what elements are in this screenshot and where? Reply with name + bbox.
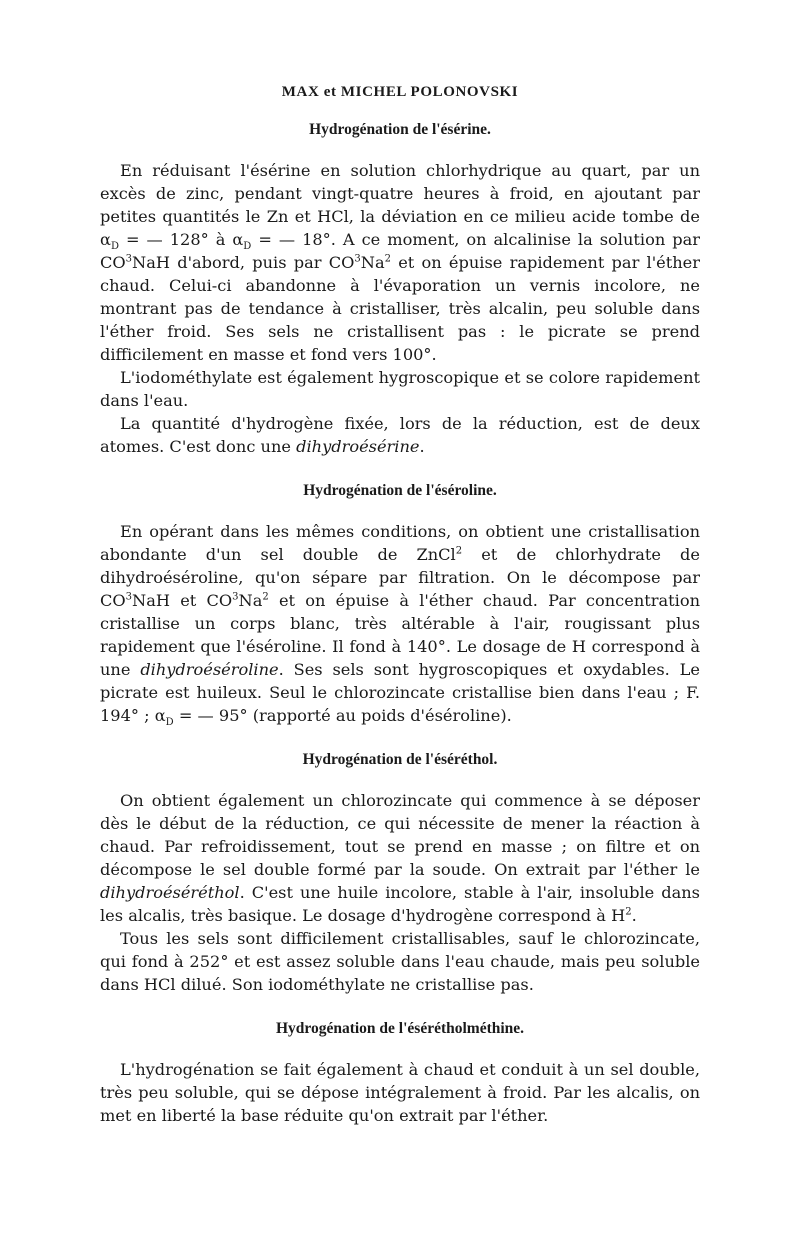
superscript: 3 bbox=[125, 253, 133, 265]
text-run: et de chlorhydrate de dihydroéséroline, qu'on sépare par filtration. On le décompose par CO bbox=[100, 545, 701, 610]
text-run: Tous les sels sont difficilement cristallisables, sauf le chlorozincate, qui fond à 252° et est assez soluble dans l'eau chaude, mais peu soluble dans HCl dilué. Son iodométhylate ne cristallise pas. bbox=[100, 929, 700, 994]
italic-term: dihydroéséréthol bbox=[100, 883, 240, 902]
text-run: En réduisant l'ésérine en solution chlorhydrique au quart, par un excès de zinc, pendant vingt-quatre heures à froid, en ajoutant par petites quantités le Zn et HCl, la déviation en ce milieu acide tombe de α bbox=[100, 161, 700, 249]
paragraph bbox=[100, 520, 700, 727]
text-run: = — 128° à α bbox=[118, 230, 244, 249]
paragraph bbox=[100, 1058, 700, 1127]
text-run: L'hydrogénation se fait également à chaud et conduit à un sel double, très peu soluble, qui se dépose intégralement à froid. Par les alcalis, on met en liberté la base réduite qu'on extrait par l'éther. bbox=[100, 1060, 700, 1125]
paragraph bbox=[100, 412, 700, 458]
text-run: En opérant dans les mêmes conditions, on obtient une cristallisation abondante d'un sel double de ZnCl bbox=[100, 522, 700, 564]
section-title: Hydrogénation de l'éséréthol. bbox=[302, 751, 498, 768]
text-run: La quantité d'hydrogène fixée, lors de la réduction, est de deux atomes. C'est donc une bbox=[100, 414, 700, 456]
text-run: Na bbox=[360, 253, 385, 272]
superscript: 3 bbox=[232, 591, 239, 603]
text-run: = — 95° (rapporté au poids d'éséroline). bbox=[173, 706, 512, 725]
italic-term: dihydroéséroline bbox=[140, 660, 279, 679]
superscript: 3 bbox=[125, 591, 133, 603]
paragraph bbox=[100, 159, 700, 366]
text-run: NaH et CO bbox=[132, 591, 233, 610]
section-title: Hydrogénation de l'ésérine. bbox=[309, 121, 491, 138]
text-run: . bbox=[631, 906, 637, 925]
text-run: . C'est une huile incolore, stable à l'air, insoluble dans les alcalis, très basique. Le dosage d'hydrogène correspond à H bbox=[100, 883, 700, 925]
text-run: Na bbox=[238, 591, 263, 610]
superscript: 2 bbox=[625, 906, 632, 918]
superscript: 2 bbox=[384, 253, 391, 265]
text-run: et on épuise à l'éther chaud. Par concentration cristallise un corps blanc, très altérable à l'air, rougissant plus rapidement que l'éséroline. Il fond à 140°. Le dosage de H correspond à une bbox=[100, 591, 700, 679]
article-body bbox=[100, 121, 700, 1127]
text-run: et on épuise rapidement par l'éther chaud. Celui-ci abandonne à l'évaporation un vernis incolore, ne montrant pas de tendance à cristalliser, très alcalin, peu soluble dans l'éther froid. Ses sels ne cristallisent pas : le picrate se prend difficilement en masse et fond vers 100°. bbox=[100, 253, 700, 364]
superscript: 2 bbox=[455, 545, 463, 557]
italic-term: dihydroésérine bbox=[296, 437, 420, 456]
subscript: D bbox=[165, 717, 174, 729]
text-run: = — 18°. A ce moment, on alcalinise la solution par CO bbox=[100, 230, 700, 272]
text-run: L'iodométhylate est également hygroscopique et se colore rapidement dans l'eau. bbox=[100, 368, 700, 410]
superscript: 3 bbox=[354, 253, 361, 265]
running-head: MAX et MICHEL POLONOVSKI bbox=[281, 84, 519, 100]
text-run: . bbox=[419, 437, 425, 456]
page bbox=[100, 84, 700, 1127]
paragraph bbox=[100, 789, 700, 927]
subscript: D bbox=[243, 241, 252, 253]
text-run: . Ses sels sont hygroscopiques et oxydables. Le picrate est huileux. Seul le chlorozincate cristallise bien dans l'eau ; F. 194° ; α bbox=[100, 660, 700, 725]
paragraph bbox=[100, 927, 700, 996]
paragraph bbox=[100, 366, 700, 412]
section-title: Hydrogénation de l'ésérétholméthine. bbox=[275, 1020, 525, 1037]
subscript: D bbox=[110, 241, 119, 253]
text-run: On obtient également un chlorozincate qui commence à se déposer dès le début de la réduction, ce qui nécessite de mener la réaction à chaud. Par refroidissement, tout se prend en masse ; on filtre et on décompose le sel double formé par la soude. On extrait par l'éther le bbox=[100, 791, 700, 879]
text-run: NaH d'abord, puis par CO bbox=[132, 253, 355, 272]
superscript: 2 bbox=[262, 591, 269, 603]
section-title: Hydrogénation de l'éséroline. bbox=[303, 482, 497, 499]
